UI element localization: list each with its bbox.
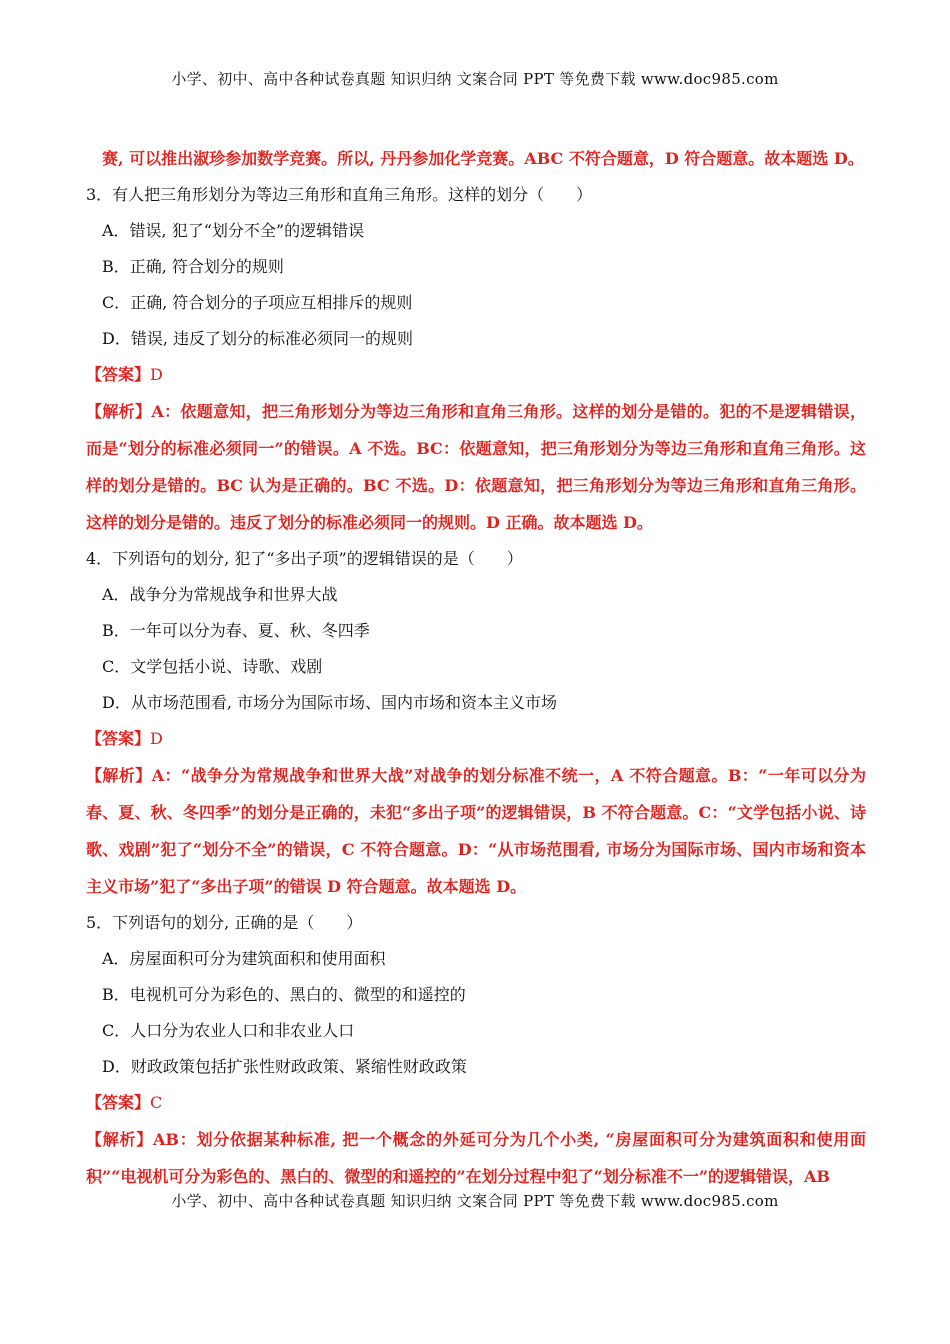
analysis-paragraph <box>86 393 866 541</box>
option-d: D．从市场范围看, 市场分为国际市场、国内市场和资本主义市场 <box>102 693 558 712</box>
option-a: A．错误, 犯了“划分不全”的逻辑错误 <box>102 221 365 240</box>
document-body <box>86 141 866 1195</box>
option-b: B．正确, 符合划分的规则 <box>102 257 284 276</box>
page-header: 小学、初中、高中各种试卷真题 知识归纳 文案合同 PPT 等免费下载 www.doc985.com <box>171 70 779 88</box>
answer-value: C <box>150 1093 163 1112</box>
option-d: D．错误, 违反了划分的标准必须同一的规则 <box>102 329 414 348</box>
page-footer: 小学、初中、高中各种试卷真题 知识归纳 文案合同 PPT 等免费下载 www.doc985.com <box>171 1192 779 1210</box>
option-b: B．电视机可分为彩色的、黑白的、微型的和遥控的 <box>102 985 466 1004</box>
question-5 <box>86 905 866 1195</box>
question-title: 3．有人把三角形划分为等边三角形和直角三角形。这样的划分（ ） <box>86 185 593 204</box>
answer-value: D <box>150 729 163 748</box>
option-c: C．人口分为农业人口和非农业人口 <box>102 1021 355 1040</box>
analysis-paragraph <box>86 757 866 905</box>
answer-line <box>86 357 866 393</box>
analysis-tag: 【解析】 <box>86 1130 154 1149</box>
answer-tag: 【答案】 <box>86 365 151 384</box>
analysis-text: A：依题意知，把三角形划分为等边三角形和直角三角形。这样的划分是错的。犯的不是逻辑错误，而是“划分的标准必须同一”的错误。A 不选。BC：依题意知，把三角形划分为等边三角形和直角三角形。这样的划分是错的。BC 认为是正确的。BC 不选。D：依题意知，把三角形划分为等边三角形和直角三角形。这样的划分是错的。违反了划分的标准必须同一的规则。D 正确。故本题选 D。 <box>86 402 866 532</box>
option-c: C．正确, 符合划分的子项应互相排斥的规则 <box>102 293 413 312</box>
option-a: A．战争分为常规战争和世界大战 <box>102 585 338 604</box>
question-4 <box>86 541 866 905</box>
continuation-text: 赛, 可以推出淑珍参加数学竞赛。所以, 丹丹参加化学竞赛。ABC 不符合题意，D 符合题意。故本题选 D。 <box>102 149 864 168</box>
analysis-text: A：“战争分为常规战争和世界大战”对战争的划分标准不统一，A 不符合题意。B：“一年可以分为春、夏、秋、冬四季”的划分是正确的，未犯“多出子项”的逻辑错误，B 不符合题意。C：“文学包括小说、诗歌、戏剧”犯了“划分不全”的错误，C 不符合题意。D：“从市场范围看, 市场分为国际市场、国内市场和资本主义市场”犯了“多出子项”的错误 D 符合题意。故本题选 D。 <box>86 766 866 896</box>
answer-tag: 【答案】 <box>86 1093 151 1112</box>
question-title: 5．下列语句的划分, 正确的是（ ） <box>86 913 363 932</box>
analysis-paragraph <box>86 1121 866 1195</box>
option-b: B．一年可以分为春、夏、秋、冬四季 <box>102 621 370 640</box>
answer-line <box>86 1085 866 1121</box>
answer-tag: 【答案】 <box>86 729 151 748</box>
option-a: A．房屋面积可分为建筑面积和使用面积 <box>102 949 386 968</box>
option-c: C．文学包括小说、诗歌、戏剧 <box>102 657 323 676</box>
answer-value: D <box>150 365 163 384</box>
analysis-tag: 【解析】 <box>86 402 152 421</box>
option-d: D．财政政策包括扩张性财政政策、紧缩性财政政策 <box>102 1057 467 1076</box>
question-3 <box>86 177 866 541</box>
analysis-tag: 【解析】 <box>86 766 152 785</box>
question-title: 4．下列语句的划分, 犯了“多出子项”的逻辑错误的是（ ） <box>86 549 523 568</box>
analysis-text: AB：划分依据某种标准, 把一个概念的外延可分为几个小类, “房屋面积可分为建筑面积和使用面积”“电视机可分为彩色的、黑白的、微型的和遥控的”在划分过程中犯了“划分标准不一”的逻辑错误，AB <box>86 1130 866 1186</box>
answer-line <box>86 721 866 757</box>
